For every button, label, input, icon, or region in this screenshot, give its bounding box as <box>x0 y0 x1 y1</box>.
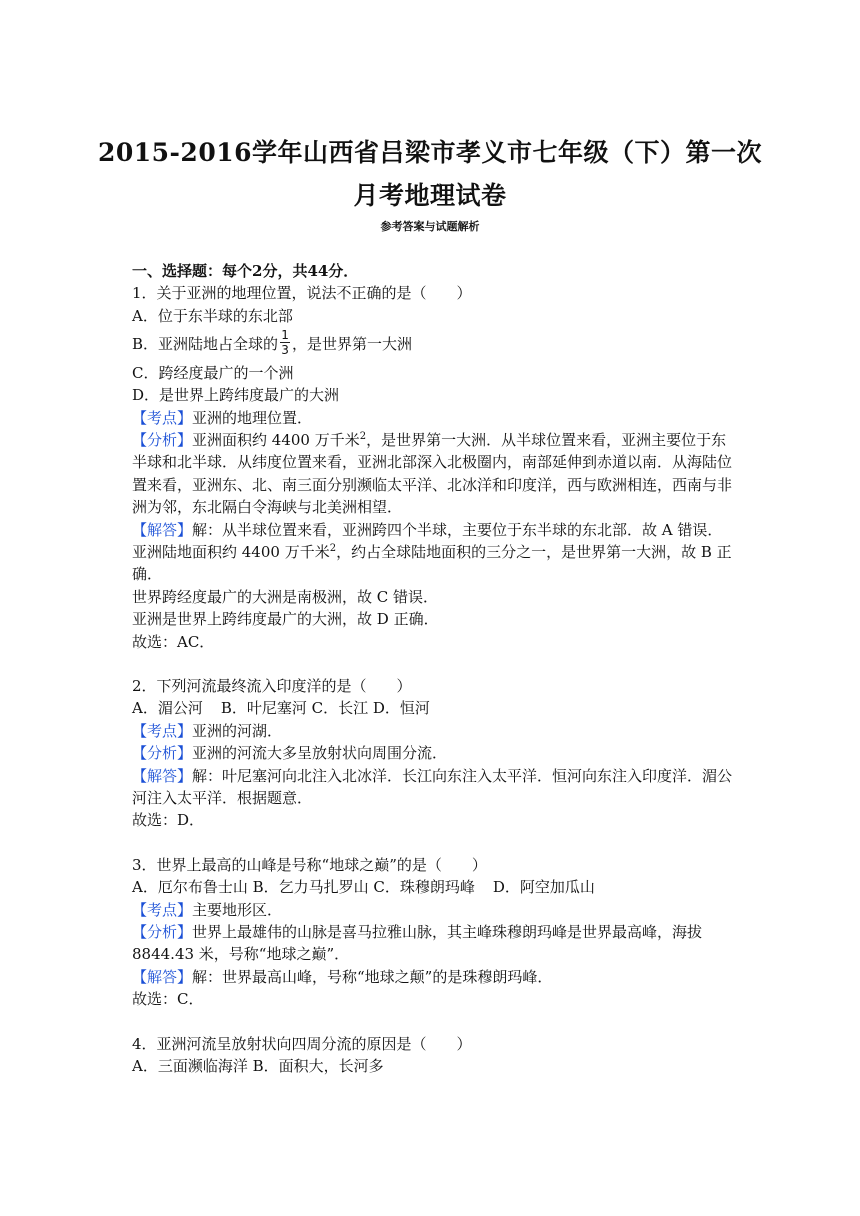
question-1-jieda-line-2 <box>132 541 744 563</box>
question-2-options-bcd: B．叶尼塞河 C．长江 D．恒河 <box>220 699 430 718</box>
question-1-jieda-line-5: 亚洲是世界上跨纬度最广的大洲，故 D 正确． <box>132 610 439 629</box>
question-3 <box>132 854 744 1011</box>
question-1-fenxi-line-2: 半球和北半球．从纬度位置来看，亚洲北部深入北极圈内，南部延伸到赤道以南．从海陆位 <box>132 453 733 472</box>
question-3-kaodian <box>132 899 744 921</box>
fenxi-label: 【分析】 <box>132 923 193 942</box>
spacer <box>132 1011 744 1033</box>
fenxi-text: 亚洲的河流大多呈放射状向周围分流． <box>192 744 448 763</box>
section-heading: 一、选择题：每个2分，共44分． <box>132 262 359 280</box>
fenxi-label: 【分析】 <box>132 430 193 449</box>
question-2-option-a: A．湄公河 <box>132 699 203 718</box>
question-2-answer: 故选：D． <box>132 811 205 830</box>
question-1-stem: 1．关于亚洲的地理位置，说法不正确的是（ ） <box>132 284 472 303</box>
question-1-option-a: A．位于东半球的东北部 <box>132 306 293 325</box>
question-3-fenxi-line-2: 8844.43 米，号称“地球之巅”． <box>132 945 350 964</box>
question-1-option-b <box>132 327 744 357</box>
question-2-options <box>132 697 744 719</box>
fenxi-superscript: 2 <box>359 430 367 442</box>
page-title-line-2: 月考地理试卷 <box>353 181 507 210</box>
kaodian-label: 【考点】 <box>132 900 193 919</box>
question-2-fenxi <box>132 742 744 764</box>
spacer <box>132 653 744 675</box>
jieda-label: 【解答】 <box>132 967 193 986</box>
question-3-stem: 3．世界上最高的山峰是号称“地球之巅”的是（ ） <box>132 855 487 874</box>
fraction-one-third <box>280 329 290 356</box>
jieda-text-1: 解：从半球位置来看，亚洲跨四个半球，主要位于东半球的东北部．故 A 错误． <box>192 520 723 539</box>
question-3-answer: 故选：C． <box>132 990 204 1009</box>
question-1-jieda <box>132 519 744 541</box>
option-b-prefix: B．亚洲陆地占全球的 <box>132 335 279 354</box>
question-3-jieda <box>132 966 744 988</box>
spacer <box>132 832 744 854</box>
question-1-jieda-line-4: 世界跨经度最广的大洲是南极洲，故 C 错误． <box>132 587 439 606</box>
question-2-stem: 2．下列河流最终流入印度洋的是（ ） <box>132 677 412 695</box>
fraction-denominator: 3 <box>281 342 289 357</box>
question-1-answer: 故选：AC． <box>132 632 215 651</box>
question-2-jieda <box>132 765 744 787</box>
question-1-kaodian <box>132 407 744 429</box>
question-3-fenxi <box>132 921 744 943</box>
kaodian-text: 主要地形区． <box>192 900 283 919</box>
option-b-suffix: ，是世界第一大洲 <box>292 335 413 354</box>
jieda-text-1: 解：叶尼塞河向北注入北冰洋．长江向东注入太平洋．恒河向东注入印度洋．湄公 <box>192 766 733 785</box>
question-1-fenxi-line-3: 置来看，亚洲东、北、南三面分别濒临太平洋、北冰洋和印度洋，西与欧洲相连，西南与非 <box>132 475 733 494</box>
fraction-numerator: 1 <box>281 327 289 342</box>
question-3-options <box>132 876 744 898</box>
question-2-jieda-line-2: 河注入太平洋．根据题意． <box>132 789 313 808</box>
jieda-text-2b: ，约占全球陆地面积的三分之一，是世界第一大洲，故 B 正 <box>336 542 732 561</box>
kaodian-text: 亚洲的地理位置． <box>192 408 313 427</box>
question-4 <box>132 1033 744 1078</box>
question-1-option-c: C．跨经度最广的一个洲 <box>132 363 294 382</box>
page-title-line-1: 2015-2016学年山西省吕梁市孝义市七年级（下）第一次 <box>97 138 763 167</box>
fenxi-text-1b: ，是世界第一大洲．从半球位置来看，亚洲主要位于东 <box>366 430 727 449</box>
question-3-options-abc: A．厄尔布鲁士山 B．乞力马扎罗山 C．珠穆朗玛峰 <box>132 878 475 897</box>
question-1-option-d: D．是世界上跨纬度最广的大洲 <box>132 386 340 405</box>
page-subtitle: 参考答案与试题解析 <box>380 220 480 233</box>
question-1 <box>132 282 744 653</box>
jieda-superscript: 2 <box>329 542 337 554</box>
kaodian-label: 【考点】 <box>132 721 193 740</box>
document-content <box>132 260 744 1078</box>
kaodian-text: 亚洲的河湖． <box>192 721 283 740</box>
question-3-option-d: D．阿空加瓜山 <box>492 878 595 897</box>
jieda-text: 解：世界最高山峰，号称“地球之颠”的是珠穆朗玛峰． <box>192 967 553 986</box>
question-4-stem: 4．亚洲河流呈放射状向四周分流的原因是（ ） <box>132 1034 472 1053</box>
fenxi-text-1: 世界上最雄伟的山脉是喜马拉雅山脉，其主峰珠穆朗玛峰是世界最高峰，海拔 <box>192 923 703 942</box>
fenxi-label: 【分析】 <box>132 744 193 763</box>
kaodian-label: 【考点】 <box>132 408 193 427</box>
question-4-options: A．三面濒临海洋 B．面积大，长河多 <box>132 1057 384 1076</box>
jieda-label: 【解答】 <box>132 766 193 785</box>
question-2 <box>132 675 744 832</box>
jieda-label: 【解答】 <box>132 520 193 539</box>
question-1-fenxi-line-4: 洲为邻，东北隔白令海峡与北美洲相望． <box>132 498 403 517</box>
question-1-jieda-line-3: 确． <box>132 565 163 584</box>
fenxi-text-1a: 亚洲面积约 4400 万千米 <box>192 430 360 449</box>
question-1-fenxi <box>132 429 744 451</box>
question-2-kaodian <box>132 720 744 742</box>
jieda-text-2a: 亚洲陆地面积约 4400 万千米 <box>132 542 330 561</box>
